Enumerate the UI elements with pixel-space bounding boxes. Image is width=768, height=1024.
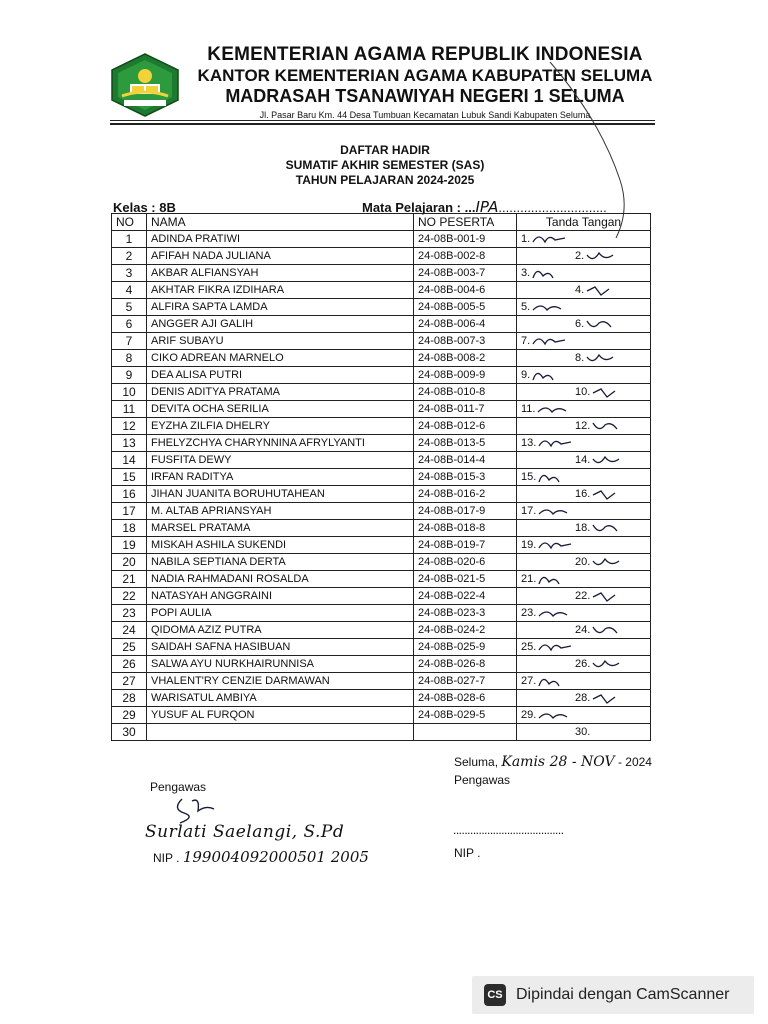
title-line1: DAFTAR HADIR: [340, 143, 430, 157]
handwritten-signature: [537, 708, 573, 722]
signature-number: 3.: [521, 267, 531, 279]
camscanner-text: Dipindai dengan CamScanner: [516, 986, 730, 1003]
letterhead-line3: MADRASAH TSANAWIYAH NEGERI 1 SELUMA: [225, 86, 625, 106]
cell-no-peserta: 24-08B-003-7: [414, 265, 517, 282]
cell-no-peserta: 24-08B-001-9: [414, 231, 517, 248]
cell-name: ANGGER AJI GALIH: [147, 316, 414, 333]
cell-name: SAIDAH SAFNA HASIBUAN: [147, 639, 414, 656]
handwritten-signature: [591, 589, 627, 603]
handwritten-date: Kamis 28 - NOV: [501, 754, 615, 770]
table-row: [112, 265, 651, 282]
signature-number: 2.: [575, 250, 585, 262]
handwritten-signature: [591, 487, 627, 501]
cell-no: 17: [112, 503, 147, 520]
proctor-name: Surlati Saelangi, S.Pd: [145, 822, 345, 842]
cell-no: 29: [112, 707, 147, 724]
signature-entry: [521, 231, 567, 247]
signature-number: 12.: [575, 420, 591, 432]
cell-no: 14: [112, 452, 147, 469]
cell-no: 19: [112, 537, 147, 554]
cell-name: DEA ALISA PUTRI: [147, 367, 414, 384]
cell-no: 13: [112, 435, 147, 452]
cell-name: MARSEL PRATAMA: [147, 520, 414, 537]
cell-no-peserta: 24-08B-024-2: [414, 622, 517, 639]
place-year: - 2024: [617, 755, 652, 769]
table-row: [112, 554, 651, 571]
cell-signature: [517, 571, 651, 588]
cell-name: AKBAR ALFIANSYAH: [147, 265, 414, 282]
cell-signature: [517, 656, 651, 673]
signature-entry: [521, 265, 567, 281]
signature-entry: [575, 316, 621, 332]
cell-name: ALFIRA SAPTA LAMDA: [147, 299, 414, 316]
cell-signature: [517, 486, 651, 503]
signature-entry: [521, 537, 573, 553]
signature-number: 29.: [521, 709, 537, 721]
cell-signature: [517, 707, 651, 724]
cell-signature: [517, 367, 651, 384]
handwritten-signature: [531, 334, 567, 348]
signature-entry: [575, 452, 627, 468]
cell-name: QIDOMA AZIZ PUTRA: [147, 622, 414, 639]
signature-number: 28.: [575, 692, 591, 704]
table-row: [112, 571, 651, 588]
cell-signature: [517, 299, 651, 316]
cell-no: 26: [112, 656, 147, 673]
cell-name: ARIF SUBAYU: [147, 333, 414, 350]
handwritten-signature: [537, 572, 573, 586]
signature-number: 25.: [521, 641, 537, 653]
kemenag-logo: [108, 52, 182, 118]
handwritten-signature: [591, 657, 627, 671]
handwritten-signature: [537, 606, 573, 620]
signature-entry: [575, 724, 590, 740]
handwritten-signature: [531, 300, 567, 314]
cell-name: SALWA AYU NURKHAIRUNNISA: [147, 656, 414, 673]
handwritten-signature: [591, 385, 627, 399]
cell-no-peserta: 24-08B-012-6: [414, 418, 517, 435]
table-row: [112, 724, 651, 741]
table-row: [112, 537, 651, 554]
signature-entry: [575, 622, 627, 638]
cell-no-peserta: 24-08B-023-3: [414, 605, 517, 622]
signature-entry: [521, 503, 573, 519]
cell-name: DENIS ADITYA PRATAMA: [147, 384, 414, 401]
cell-no-peserta: 24-08B-029-5: [414, 707, 517, 724]
cell-name: AFIFAH NADA JULIANA: [147, 248, 414, 265]
handwritten-signature: [585, 283, 621, 297]
cell-signature: [517, 401, 651, 418]
table-row: [112, 622, 651, 639]
table-row: [112, 401, 651, 418]
cell-no-peserta: 24-08B-005-5: [414, 299, 517, 316]
cell-no-peserta: 24-08B-004-6: [414, 282, 517, 299]
signature-number: 13.: [521, 437, 537, 449]
handwritten-signature: [537, 470, 573, 484]
subject-label: Mata Pelajaran : ...: [362, 200, 476, 215]
camscanner-watermark: [472, 976, 754, 1014]
signature-entry: [521, 673, 573, 689]
place-label: Seluma,: [454, 755, 499, 769]
cell-no: 15: [112, 469, 147, 486]
cell-no: 28: [112, 690, 147, 707]
cell-name: MISKAH ASHILA SUKENDI: [147, 537, 414, 554]
header-tanda-tangan: Tanda Tangan: [517, 214, 651, 231]
cell-no: 11: [112, 401, 147, 418]
cell-no: 30: [112, 724, 147, 741]
cell-signature: [517, 537, 651, 554]
handwritten-signature: [537, 674, 573, 688]
cell-signature: [517, 418, 651, 435]
signature-number: 6.: [575, 318, 585, 330]
cell-no: 12: [112, 418, 147, 435]
table-row: [112, 656, 651, 673]
cell-no-peserta: 24-08B-011-7: [414, 401, 517, 418]
signature-entry: [575, 350, 621, 366]
header-nama: NAMA: [147, 214, 414, 231]
pengawas-left-label: Pengawas: [150, 780, 207, 794]
cell-no-peserta: 24-08B-015-3: [414, 469, 517, 486]
cell-name: FUSFITA DEWY: [147, 452, 414, 469]
cell-signature: [517, 282, 651, 299]
table-row: [112, 503, 651, 520]
camscanner-icon: CS: [484, 984, 506, 1006]
cell-no-peserta: 24-08B-019-7: [414, 537, 517, 554]
handwritten-signature: [591, 623, 627, 637]
cell-no: 1: [112, 231, 147, 248]
table-row: [112, 520, 651, 537]
cell-signature: [517, 639, 651, 656]
pengawas-right-label: Pengawas: [454, 773, 511, 787]
cell-name: IRFAN RADITYA: [147, 469, 414, 486]
cell-name: EYZHA ZILFIA DHELRY: [147, 418, 414, 435]
cell-signature: [517, 469, 651, 486]
cell-no: 8: [112, 350, 147, 367]
cell-no-peserta: 24-08B-028-6: [414, 690, 517, 707]
signature-number: 11.: [521, 403, 536, 415]
cell-signature: [517, 588, 651, 605]
signature-entry: [575, 520, 627, 536]
header-no-peserta: NO PESERTA: [414, 214, 517, 231]
handwritten-signature: [531, 368, 567, 382]
cell-no: 18: [112, 520, 147, 537]
table-row: [112, 639, 651, 656]
cell-no-peserta: 24-08B-006-4: [414, 316, 517, 333]
cell-signature: [517, 350, 651, 367]
signature-entry: [575, 588, 627, 604]
signature-number: 5.: [521, 301, 531, 313]
cell-no: 27: [112, 673, 147, 690]
cell-no: 6: [112, 316, 147, 333]
cell-no-peserta: 24-08B-013-5: [414, 435, 517, 452]
signature-number: 10.: [575, 386, 591, 398]
nip-left-value: 199004092000501 2005: [182, 848, 369, 866]
cell-name: CIKO ADREAN MARNELO: [147, 350, 414, 367]
table-row: [112, 231, 651, 248]
cell-no: 24: [112, 622, 147, 639]
cell-signature: [517, 622, 651, 639]
cell-name: DEVITA OCHA SERILIA: [147, 401, 414, 418]
cell-name: VHALENT'RY CENZIE DARMAWAN: [147, 673, 414, 690]
table-row: [112, 350, 651, 367]
cell-no-peserta: 24-08B-027-7: [414, 673, 517, 690]
signature-number: 19.: [521, 539, 537, 551]
cell-no-peserta: 24-08B-018-8: [414, 520, 517, 537]
cell-no-peserta: 24-08B-010-8: [414, 384, 517, 401]
handwritten-signature: [591, 419, 627, 433]
cell-name: AKHTAR FIKRA IZDIHARA: [147, 282, 414, 299]
cell-signature: [517, 724, 651, 741]
signature-number: 16.: [575, 488, 591, 500]
cell-no: 10: [112, 384, 147, 401]
cell-no-peserta: 24-08B-017-9: [414, 503, 517, 520]
cell-name: [147, 724, 414, 741]
cell-no-peserta: 24-08B-014-4: [414, 452, 517, 469]
nip-right-label: NIP .: [454, 846, 481, 860]
handwritten-signature: [591, 521, 627, 535]
signature-entry: [521, 469, 573, 485]
signature-number: 22.: [575, 590, 591, 602]
cell-signature: [517, 265, 651, 282]
cell-name: POPI AULIA: [147, 605, 414, 622]
letterhead-line1: KEMENTERIAN AGAMA REPUBLIK INDONESIA: [207, 44, 643, 65]
cell-name: WARISATUL AMBIYA: [147, 690, 414, 707]
signature-entry: [521, 299, 567, 315]
cell-signature: [517, 673, 651, 690]
signature-blank-right: .......................................: [453, 823, 564, 837]
letterhead-address: Jl. Pasar Baru Km. 44 Desa Tumbuan Kecamatan Lubuk Sandi Kabupaten Seluma: [259, 110, 591, 120]
handwritten-signature: [585, 249, 621, 263]
cell-no-peserta: 24-08B-008-2: [414, 350, 517, 367]
handwritten-signature: [531, 232, 567, 246]
cell-no-peserta: 24-08B-020-6: [414, 554, 517, 571]
cell-no-peserta: 24-08B-026-8: [414, 656, 517, 673]
table-row: [112, 282, 651, 299]
title-line2: SUMATIF AKHIR SEMESTER (SAS): [285, 158, 485, 172]
cell-name: NATASYAH ANGGRAINI: [147, 588, 414, 605]
cell-name: JIHAN JUANITA BORUHUTAHEAN: [147, 486, 414, 503]
cell-name: ADINDA PRATIWI: [147, 231, 414, 248]
handwritten-signature: [537, 640, 573, 654]
signature-entry: [521, 401, 572, 417]
table-row: [112, 435, 651, 452]
table-row: [112, 316, 651, 333]
letterhead-line2: KANTOR KEMENTERIAN AGAMA KABUPATEN SELUMA: [197, 66, 653, 85]
table-row: [112, 333, 651, 350]
signature-entry: [575, 486, 627, 502]
cell-signature: [517, 316, 651, 333]
cell-signature: [517, 690, 651, 707]
handwritten-signature: [591, 555, 627, 569]
table-row: [112, 384, 651, 401]
signature-number: 20.: [575, 556, 591, 568]
signature-number: 27.: [521, 675, 537, 687]
table-row: [112, 690, 651, 707]
signature-entry: [521, 333, 567, 349]
signature-entry: [575, 282, 621, 298]
proctor-nip: [153, 848, 369, 866]
table-row: [112, 588, 651, 605]
signature-entry: [521, 707, 573, 723]
cell-no: 7: [112, 333, 147, 350]
cell-no-peserta: 24-08B-021-5: [414, 571, 517, 588]
cell-signature: [517, 333, 651, 350]
nip-left-label: NIP .: [153, 851, 180, 865]
handwritten-signature: [537, 504, 573, 518]
signature-number: 15.: [521, 471, 537, 483]
signature-entry: [521, 605, 573, 621]
signature-entry: [521, 367, 567, 383]
signature-number: 7.: [521, 335, 531, 347]
cell-name: YUSUF AL FURQON: [147, 707, 414, 724]
signature-entry: [521, 435, 573, 451]
place-date: [454, 754, 652, 770]
signature-entry: [575, 418, 627, 434]
table-row: [112, 367, 651, 384]
signature-number: 1.: [521, 233, 531, 245]
cell-no: 20: [112, 554, 147, 571]
signature-number: 8.: [575, 352, 585, 364]
cell-no: 4: [112, 282, 147, 299]
signature-entry: [575, 384, 627, 400]
signature-number: 4.: [575, 284, 585, 296]
cell-no-peserta: 24-08B-007-3: [414, 333, 517, 350]
cell-name: NADIA RAHMADANI ROSALDA: [147, 571, 414, 588]
signature-number: 24.: [575, 624, 591, 636]
signature-entry: [521, 571, 573, 587]
cell-signature: [517, 605, 651, 622]
table-header-row: [112, 214, 651, 231]
cell-name: M. ALTAB APRIANSYAH: [147, 503, 414, 520]
table-row: [112, 605, 651, 622]
signature-entry: [521, 639, 573, 655]
signature-number: 30.: [575, 726, 591, 738]
cell-signature: [517, 384, 651, 401]
signature-entry: [575, 690, 627, 706]
handwritten-signature: [585, 317, 621, 331]
handwritten-signature: [591, 453, 627, 467]
cell-signature: [517, 248, 651, 265]
handwritten-signature: [591, 691, 627, 705]
table-row: [112, 469, 651, 486]
handwritten-signature: [536, 402, 572, 416]
cell-no-peserta: 24-08B-025-9: [414, 639, 517, 656]
cell-name: FHELYZCHYA CHARYNNINA AFRYLYANTI: [147, 435, 414, 452]
title-line3: TAHUN PELAJARAN 2024-2025: [295, 173, 475, 187]
handwritten-signature: [537, 436, 573, 450]
table-row: [112, 673, 651, 690]
signature-entry: [575, 554, 627, 570]
handwritten-signature: [585, 351, 621, 365]
subject-value: IPA: [475, 198, 499, 216]
cell-no-peserta: 24-08B-022-4: [414, 588, 517, 605]
cell-no: 5: [112, 299, 147, 316]
cell-no-peserta: [414, 724, 517, 741]
handwritten-signature: [531, 266, 567, 280]
document-title: [240, 143, 530, 188]
signature-entry: [575, 656, 627, 672]
signature-entry: [575, 248, 621, 264]
cell-signature: [517, 554, 651, 571]
cell-no: 25: [112, 639, 147, 656]
signature-number: 26.: [575, 658, 591, 670]
cell-no-peserta: 24-08B-016-2: [414, 486, 517, 503]
cell-no: 16: [112, 486, 147, 503]
signature-number: 23.: [521, 607, 537, 619]
cell-signature: [517, 452, 651, 469]
table-row: [112, 707, 651, 724]
cell-signature: [517, 520, 651, 537]
table-row: [112, 299, 651, 316]
cell-no-peserta: 24-08B-002-8: [414, 248, 517, 265]
signature-number: 17.: [521, 505, 537, 517]
cell-signature: [517, 231, 651, 248]
table-row: [112, 452, 651, 469]
cell-no: 22: [112, 588, 147, 605]
handwritten-signature: [537, 538, 573, 552]
cell-no: 21: [112, 571, 147, 588]
cell-name: NABILA SEPTIANA DERTA: [147, 554, 414, 571]
cell-no: 23: [112, 605, 147, 622]
table-row: [112, 248, 651, 265]
cell-no: 3: [112, 265, 147, 282]
signature-number: 18.: [575, 522, 591, 534]
table-row: [112, 418, 651, 435]
header-no: NO: [112, 214, 147, 231]
cell-signature: [517, 503, 651, 520]
cell-no: 2: [112, 248, 147, 265]
class-label: Kelas : 8B: [113, 200, 176, 215]
cell-signature: [517, 435, 651, 452]
table-row: [112, 486, 651, 503]
cell-no: 9: [112, 367, 147, 384]
subject-dots: ..............................: [498, 200, 607, 215]
signature-number: 14.: [575, 454, 591, 466]
proctor-signature: [170, 795, 230, 825]
signature-number: 21.: [521, 573, 537, 585]
cell-no-peserta: 24-08B-009-9: [414, 367, 517, 384]
attendance-table: [111, 213, 651, 741]
signature-number: 9.: [521, 369, 531, 381]
